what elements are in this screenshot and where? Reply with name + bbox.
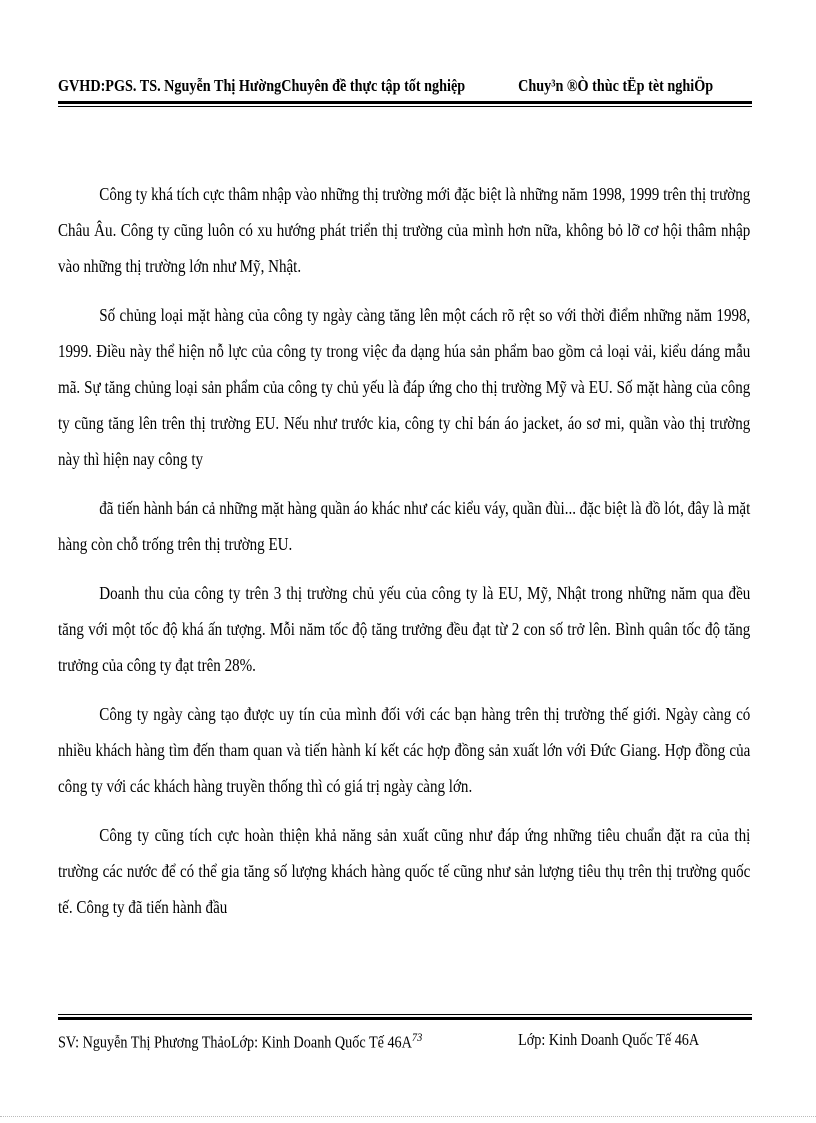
paragraph-5: Công ty ngày càng tạo được uy tín của mình đối với các bạn hàng trên thị trường thế giới. Ngày càng có nhiều khách hàng tìm đến tham quan và tiến hành kí kết các hợp đồng sản xuất lớn với Đức Giang. Hợp đồng của công ty với các khách hàng truyền thống thì có giá trị ngày càng lớn. [58,704,751,796]
paragraph-6: Công ty cũng tích cực hoàn thiện khả năng sản xuất cũng như đáp ứng những tiêu chuẩn đặt ra của thị trường các nước để có thể gia tăng số lượng khách hàng quốc tế cũng như sản lượng tiêu thụ trên thị trường quốc tế. Công ty đã tiến hành đầu [58,825,751,917]
footer-left [58,1030,422,1053]
header-right-text: Chuy³n ®Ò thùc tËp tèt nghiÖp [518,76,714,95]
paragraph-2: Số chủng loại mặt hàng của công ty ngày càng tăng lên một cách rõ rệt so với thời điểm những năm 1998, 1999. Điều này thể hiện nỗ lực của công ty trong việc đa dạng húa sản phẩm bao gồm cả loại vải, kiểu dáng mẫu mã. Sự tăng chủng loại sản phẩm của công ty chủ yếu là đáp ứng cho thị trường Mỹ và EU. Số mặt hàng của công ty cũng tăng lên trên thị trường EU. Nếu như trước kia, công ty chỉ bán áo jacket, áo sơ mi, quần vào thị trường này thì hiện nay công ty [58,305,751,469]
footer-rule [58,1014,752,1020]
page-number: 73 [411,1030,423,1044]
header-left-text: GVHD:PGS. TS. Nguyễn Thị HườngChuyên đề thực tập tốt nghiệp [58,76,466,95]
header-rule [58,101,752,107]
page-header [58,76,714,100]
paragraph-1: Công ty khá tích cực thâm nhập vào những thị trường mới đặc biệt là những năm 1998, 1999 trên thị trường Châu Âu. Công ty cũng luôn có xu hướng phát triển thị trường của mình hơn nữa, không bỏ lỡ cơ hội thâm nhập vào những thị trường lớn như Mỹ, Nhật. [58,184,751,276]
footer-left-text: SV: Nguyễn Thị Phương ThảoLớp: Kinh Doanh Quốc Tế 46A [58,1032,412,1052]
page-edge-divider [0,1116,816,1117]
footer-right-text: Lớp: Kinh Doanh Quốc Tế 46A [518,1030,700,1049]
paragraph-4: Doanh thu của công ty trên 3 thị trường chủ yếu của công ty là EU, Mỹ, Nhật trong những năm qua đều tăng với một tốc độ khá ấn tượng. Mỗi năm tốc độ tăng trưởng đều đạt từ 2 con số trở lên. Bình quân tốc độ tăng trưởng của công ty đạt trên 28%. [58,583,751,675]
paragraph-3: đã tiến hành bán cả những mặt hàng quần áo khác như các kiểu váy, quần đùi... đặc biệt là đồ lót, đây là mặt hàng còn chỗ trống trên thị trường EU. [58,498,751,554]
page-footer [58,1030,700,1056]
document-body [58,176,750,938]
